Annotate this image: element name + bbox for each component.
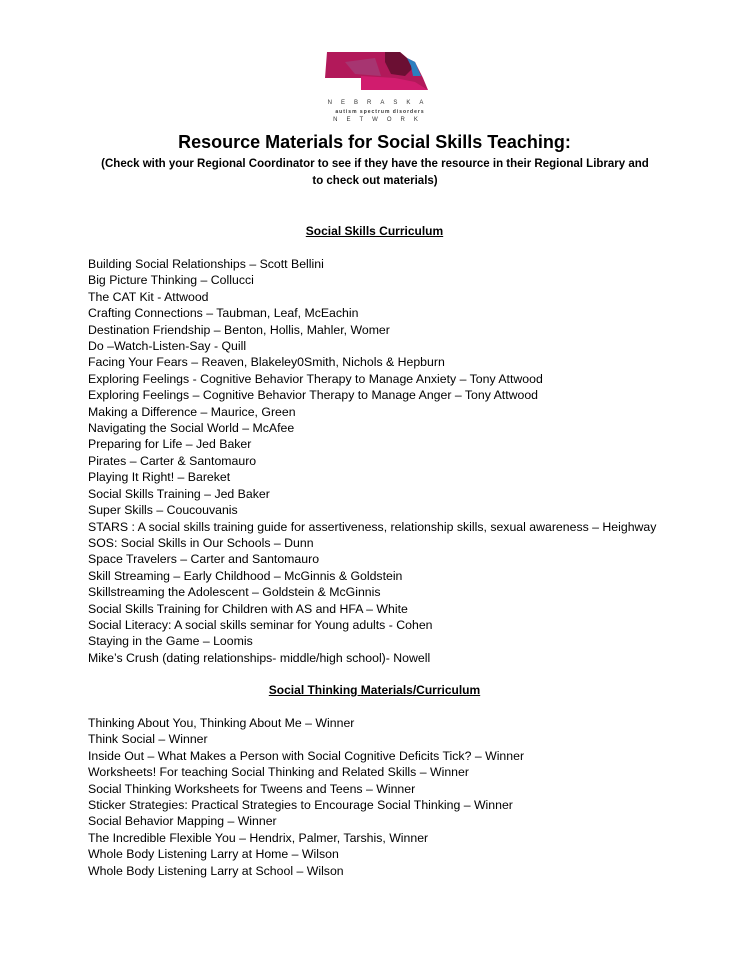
- list-item: Super Skills – Coucouvanis: [88, 503, 238, 518]
- list-item: Preparing for Life – Jed Baker: [88, 437, 252, 452]
- list-item: Making a Difference – Maurice, Green: [88, 404, 296, 419]
- list-item: Thinking About You, Thinking About Me – Winner: [88, 716, 355, 730]
- social-skills-list: [88, 256, 656, 666]
- logo-line-2: autism spectrum disorders: [335, 109, 425, 115]
- list-item: Crafting Connections – Taubman, Leaf, McEachin: [88, 306, 359, 321]
- list-item: Exploring Feelings – Cognitive Behavior Therapy to Manage Anger – Tony Attwood: [88, 388, 539, 403]
- list-item: STARS : A social skills training guide for assertiveness, relationship skills, sexual awareness – Heighway: [88, 519, 657, 534]
- list-item: Navigating the Social World – McAfee: [88, 421, 295, 436]
- list-item: Destination Friendship – Benton, Hollis, Mahler, Womer: [88, 322, 390, 337]
- list-item: Sticker Strategies: Practical Strategies to Encourage Social Thinking – Winner: [88, 798, 513, 813]
- page-title: Resource Materials for Social Skills Teaching:: [178, 132, 571, 152]
- list-item: Mike’s Crush (dating relationships- middle/high school)- Nowell: [88, 650, 431, 665]
- list-item: Whole Body Listening Larry at School – Wilson: [88, 863, 344, 878]
- list-item: The Incredible Flexible You – Hendrix, Palmer, Tarshis, Winner: [88, 830, 429, 845]
- list-item: Skill Streaming – Early Childhood – McGinnis & Goldstein: [88, 568, 403, 583]
- list-item: Building Social Relationships – Scott Bellini: [88, 257, 324, 271]
- list-item: Skillstreaming the Adolescent – Goldstein & McGinnis: [88, 585, 381, 600]
- logo-line-3: NETWORK: [333, 117, 427, 123]
- list-item: Social Literacy: A social skills seminar for Young adults - Cohen: [88, 617, 433, 632]
- list-item: Think Social – Winner: [88, 732, 208, 747]
- list-item: Inside Out – What Makes a Person with Social Cognitive Deficits Tick? – Winner: [88, 748, 525, 763]
- list-item: SOS: Social Skills in Our Schools – Dunn: [88, 535, 314, 550]
- list-item: Facing Your Fears – Reaven, Blakeley0Smith, Nichols & Hepburn: [88, 355, 445, 370]
- list-item: Worksheets! For teaching Social Thinking and Related Skills – Winner: [88, 765, 469, 780]
- list-item: The CAT Kit - Attwood: [88, 289, 209, 304]
- logo-line-1: NEBRASKA: [327, 100, 433, 106]
- social-thinking-list: [88, 715, 524, 879]
- nebraska-map-icon: [315, 48, 445, 100]
- list-item: Space Travelers – Carter and Santomauro: [88, 552, 320, 567]
- list-item: Big Picture Thinking – Collucci: [88, 273, 254, 288]
- list-item: Social Skills Training for Children with AS and HFA – White: [88, 601, 408, 616]
- section-heading-social-skills: Social Skills Curriculum: [305, 224, 444, 238]
- list-item: Playing It Right! – Bareket: [88, 470, 231, 485]
- page-subtitle: (Check with your Regional Coordinator to see if they have the resource in their Regional Library and to check out materials): [101, 158, 649, 187]
- nebraska-asd-network-logo: [315, 48, 445, 128]
- list-item: Social Behavior Mapping – Winner: [88, 814, 277, 829]
- list-item: Pirates – Carter & Santomauro: [88, 453, 257, 468]
- list-item: Exploring Feelings - Cognitive Behavior Therapy to Manage Anxiety – Tony Attwood: [88, 371, 543, 386]
- list-item: Social Skills Training – Jed Baker: [88, 486, 270, 501]
- list-item: Staying in the Game – Loomis: [88, 634, 253, 649]
- section-heading-social-thinking: Social Thinking Materials/Curriculum: [268, 683, 481, 697]
- list-item: Do –Watch-Listen-Say - Quill: [88, 339, 247, 354]
- list-item: Social Thinking Worksheets for Tweens and Teens – Winner: [88, 781, 416, 796]
- list-item: Whole Body Listening Larry at Home – Wilson: [88, 847, 339, 862]
